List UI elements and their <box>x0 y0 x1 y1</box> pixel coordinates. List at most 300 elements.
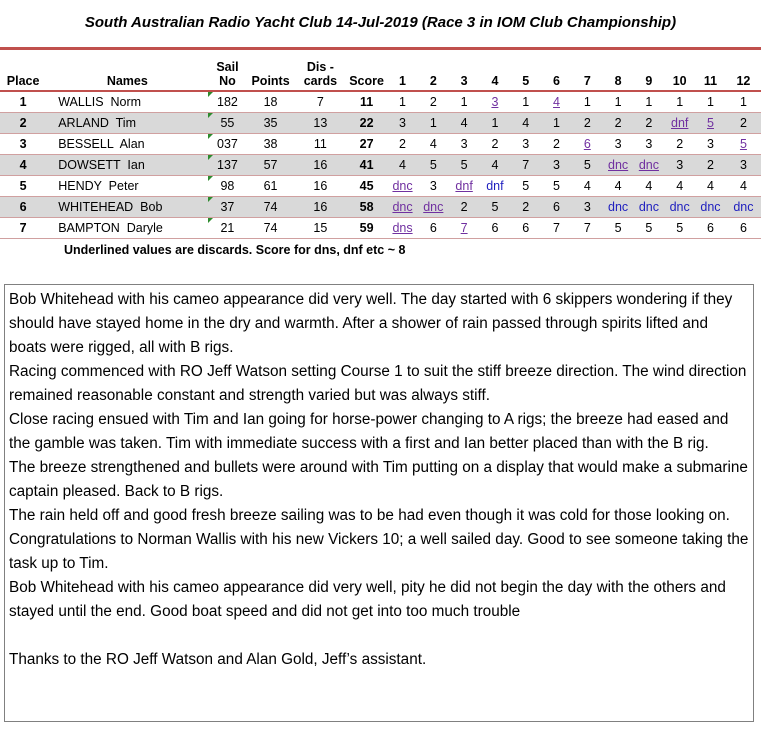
race-result-cell <box>572 113 603 134</box>
report-paragraph <box>9 624 749 648</box>
col-race-1: 1 <box>387 50 418 91</box>
race-result-cell-value: 3 <box>429 179 437 193</box>
race-result-cell-value: 2 <box>460 200 468 214</box>
race-result-cell-value: dnf <box>486 179 504 193</box>
sail-cell-value: 182 <box>217 95 238 109</box>
race-result-cell <box>603 91 634 113</box>
discards-cell-value: 16 <box>313 179 328 193</box>
col-names: Names <box>46 50 208 91</box>
race-result-cell <box>572 218 603 239</box>
results-body <box>0 91 761 239</box>
race-result-cell <box>449 197 480 218</box>
race-result-cell-value: 3 <box>676 158 684 172</box>
race-result-cell <box>695 113 726 134</box>
score-cell-value: 27 <box>359 137 374 151</box>
race-result-cell-value: 4 <box>676 179 684 193</box>
race-result-cell-value: 1 <box>614 95 622 109</box>
col-race-4: 4 <box>480 50 511 91</box>
report-paragraph: Close racing ensued with Tim and Ian going for horse-power changing to A rigs; the breeze had eased and the gamble was taken. Tim with immediate success with a first and Ian better placed than with the B rig. <box>9 411 729 452</box>
comment-marker <box>208 113 213 118</box>
race-result-cell-value: 3 <box>583 200 591 214</box>
race-result-cell-value: 4 <box>739 179 747 193</box>
col-race-8: 8 <box>603 50 634 91</box>
score-cell-value: 58 <box>359 200 374 214</box>
race-result-cell <box>695 218 726 239</box>
comment-marker <box>208 92 213 97</box>
race-result-cell <box>664 197 695 218</box>
race-result-cell-value: 5 <box>676 221 684 235</box>
col-points: Points <box>246 50 294 91</box>
col-score: Score <box>346 50 387 91</box>
race-result-cell-value: 6 <box>707 221 714 235</box>
discards-cell <box>295 113 346 134</box>
race-result-cell-value: 3 <box>707 137 714 151</box>
race-result-cell <box>510 155 541 176</box>
race-result-cell-value: dnc <box>638 158 659 172</box>
race-result-cell <box>387 197 418 218</box>
score-cell-value: 22 <box>359 116 374 130</box>
race-result-cell-value: dnc <box>392 200 413 214</box>
sail-cell-value: 21 <box>220 221 235 235</box>
score-cell-value: 59 <box>359 221 374 235</box>
sail-cell <box>208 176 246 197</box>
race-result-cell <box>510 134 541 155</box>
race-result-cell-value: dnc <box>700 200 721 214</box>
race-result-cell <box>480 134 511 155</box>
race-result-cell-value: 3 <box>553 158 560 172</box>
score-cell <box>346 197 387 218</box>
race-result-cell-value: 1 <box>491 116 499 130</box>
race-result-cell-value: 5 <box>553 179 560 193</box>
race-result-cell-value: 5 <box>645 221 653 235</box>
name-cell-value: BAMPTON Daryle <box>58 221 163 235</box>
race-result-cell <box>664 155 695 176</box>
race-result-cell-value: dnc <box>608 158 629 172</box>
race-result-cell <box>510 176 541 197</box>
report-paragraph: Congratulations to Norman Wallis with his new Vickers 10; a well sailed day. Good to see someone taking the task up to Tim. <box>9 531 749 572</box>
race-result-cell <box>603 134 634 155</box>
race-result-cell <box>387 113 418 134</box>
sail-cell <box>208 218 246 239</box>
place-cell-value: 3 <box>19 137 27 151</box>
race-result-cell-value: 5 <box>460 158 468 172</box>
score-cell <box>346 155 387 176</box>
race-result-cell <box>695 155 726 176</box>
table-row <box>0 91 761 113</box>
race-result-cell <box>664 218 695 239</box>
race-result-cell-value: 2 <box>739 116 747 130</box>
race-result-cell-value: 2 <box>429 95 437 109</box>
col-discards <box>295 50 346 91</box>
col-discards-line1: Dis - <box>306 60 334 74</box>
race-result-cell-value: 1 <box>583 95 591 109</box>
race-result-cell <box>541 113 572 134</box>
race-result-cell-value: 1 <box>399 95 406 109</box>
col-race-3: 3 <box>449 50 480 91</box>
race-result-cell <box>726 155 761 176</box>
race-result-cell <box>695 91 726 113</box>
race-result-cell <box>480 176 511 197</box>
race-result-cell <box>449 176 480 197</box>
name-cell-value: ARLAND Tim <box>58 116 136 130</box>
race-result-cell-value: 1 <box>460 95 468 109</box>
race-result-cell <box>387 91 418 113</box>
place-cell-value: 6 <box>19 200 27 214</box>
place-cell <box>0 197 46 218</box>
race-result-cell-value: 4 <box>522 116 530 130</box>
discards-cell-value: 16 <box>313 200 328 214</box>
race-result-cell-value: dnc <box>638 200 659 214</box>
discards-cell-value: 16 <box>313 158 328 172</box>
race-result-cell-value: 2 <box>522 200 530 214</box>
score-cell <box>346 134 387 155</box>
sail-cell <box>208 113 246 134</box>
points-cell-value: 74 <box>263 200 278 214</box>
sail-cell <box>208 91 246 113</box>
race-result-cell-value: 4 <box>399 158 406 172</box>
race-result-cell-value: 3 <box>399 116 406 130</box>
race-result-cell <box>510 113 541 134</box>
race-result-cell-value: 5 <box>614 221 622 235</box>
place-cell-value: 4 <box>19 158 27 172</box>
report-paragraph: Bob Whitehead with his cameo appearance did very well. The day started with 6 skippers wondering if they should have stayed home in the dry and warmth. After a shower of rain passed through spirits lifted and boats were rigged, all with B rigs. <box>9 291 733 356</box>
score-cell <box>346 91 387 113</box>
page-title: South Australian Radio Yacht Club 14-Jul-2019 (Race 3 in IOM Club Championship) <box>84 14 677 31</box>
race-result-cell-value: dnc <box>669 200 690 214</box>
race-result-cell-value: 4 <box>460 116 468 130</box>
race-result-cell-value: 2 <box>491 137 499 151</box>
race-result-cell-value: 7 <box>522 158 530 172</box>
race-result-cell <box>726 218 761 239</box>
discards-cell-value: 11 <box>313 137 327 151</box>
race-result-cell <box>418 134 449 155</box>
race-result-cell <box>634 218 665 239</box>
race-result-cell <box>634 155 665 176</box>
comment-marker <box>208 218 213 223</box>
race-result-cell <box>572 197 603 218</box>
place-cell <box>0 113 46 134</box>
points-cell <box>246 197 294 218</box>
sail-cell-value: 037 <box>217 137 238 151</box>
race-result-cell <box>510 218 541 239</box>
discards-cell <box>295 218 346 239</box>
points-cell-value: 74 <box>263 221 278 235</box>
col-place: Place <box>0 50 46 91</box>
race-result-cell <box>418 91 449 113</box>
race-result-cell <box>387 176 418 197</box>
race-result-cell-value: 5 <box>522 179 530 193</box>
race-result-cell-value: 4 <box>707 179 714 193</box>
race-result-cell-value: 3 <box>491 95 499 109</box>
race-result-cell-value: 2 <box>553 137 560 151</box>
table-row <box>0 113 761 134</box>
race-result-cell-value: 3 <box>739 158 747 172</box>
race-result-cell-value: 6 <box>739 221 747 235</box>
report-paragraph: The rain held off and good fresh breeze sailing was to be had even though it was cold for those looking on. <box>9 507 730 524</box>
col-race-11: 11 <box>695 50 726 91</box>
col-race-9: 9 <box>634 50 665 91</box>
report-paragraph: Bob Whitehead with his cameo appearance did very well, pity he did not begin the day with the others and stayed until the end. Good boat speed and did not get into too much trouble <box>9 579 726 620</box>
race-result-cell-value: 2 <box>614 116 622 130</box>
comment-marker <box>208 155 213 160</box>
table-row <box>0 176 761 197</box>
name-cell-value: WHITEHEAD Bob <box>58 200 163 214</box>
race-result-cell <box>726 113 761 134</box>
race-result-cell-value: 1 <box>739 95 747 109</box>
race-result-cell-value: 5 <box>707 116 714 130</box>
col-race-5: 5 <box>510 50 541 91</box>
col-race-10: 10 <box>664 50 695 91</box>
race-result-cell <box>726 91 761 113</box>
race-result-cell <box>541 218 572 239</box>
name-cell <box>46 218 208 239</box>
report-paragraph: The breeze strengthened and bullets were around with Tim putting on a display that would make a submarine captain pleased. Back to B rigs. <box>9 459 748 500</box>
col-race-2: 2 <box>418 50 449 91</box>
race-result-cell <box>572 155 603 176</box>
race-result-cell <box>418 155 449 176</box>
race-result-cell <box>480 218 511 239</box>
race-result-cell <box>634 197 665 218</box>
race-result-cell-value: 4 <box>553 95 560 109</box>
sail-cell <box>208 134 246 155</box>
sail-cell-value: 98 <box>220 179 235 193</box>
race-result-cell <box>387 155 418 176</box>
race-result-cell-value: 4 <box>429 137 437 151</box>
race-result-cell-value: dnc <box>392 179 413 193</box>
race-result-cell-value: 4 <box>645 179 653 193</box>
race-result-cell <box>664 91 695 113</box>
race-result-cell <box>387 218 418 239</box>
name-cell-value: WALLIS Norm <box>58 95 142 109</box>
col-race-6: 6 <box>541 50 572 91</box>
name-cell-value: BESSELL Alan <box>58 137 145 151</box>
score-cell <box>346 176 387 197</box>
race-result-cell <box>449 91 480 113</box>
table-row <box>0 218 761 239</box>
race-result-cell-value: 3 <box>614 137 622 151</box>
race-result-cell <box>541 155 572 176</box>
race-result-cell <box>572 176 603 197</box>
sail-cell <box>208 197 246 218</box>
race-result-cell-value: 1 <box>522 95 530 109</box>
race-result-cell-value: 5 <box>429 158 437 172</box>
race-result-cell <box>603 155 634 176</box>
place-cell <box>0 176 46 197</box>
race-result-cell <box>541 134 572 155</box>
race-result-cell-value: 1 <box>553 116 560 130</box>
table-row <box>0 155 761 176</box>
place-cell-value: 2 <box>19 116 27 130</box>
table-row <box>0 197 761 218</box>
score-cell-value: 45 <box>359 179 374 193</box>
race-result-cell-value: 6 <box>583 137 591 151</box>
col-sail <box>208 50 246 91</box>
race-result-cell <box>634 176 665 197</box>
race-result-cell <box>572 91 603 113</box>
race-result-cell-value: 7 <box>583 221 591 235</box>
discards-cell <box>295 91 346 113</box>
race-result-cell <box>603 176 634 197</box>
race-result-cell <box>634 113 665 134</box>
col-sail-line1: Sail <box>216 60 239 74</box>
race-result-cell-value: dnf <box>455 179 473 193</box>
race-result-cell <box>695 134 726 155</box>
sail-cell <box>208 155 246 176</box>
race-result-cell <box>418 218 449 239</box>
race-result-cell <box>480 155 511 176</box>
race-result-cell-value: 2 <box>707 158 714 172</box>
points-cell-value: 61 <box>263 179 278 193</box>
race-result-cell <box>418 197 449 218</box>
race-result-cell-value: 6 <box>522 221 530 235</box>
points-cell-value: 35 <box>263 116 278 130</box>
race-result-cell <box>480 91 511 113</box>
sail-cell-value: 55 <box>220 116 235 130</box>
place-cell <box>0 218 46 239</box>
comment-marker <box>208 134 213 139</box>
discards-cell <box>295 197 346 218</box>
place-cell <box>0 134 46 155</box>
score-cell <box>346 218 387 239</box>
name-cell <box>46 134 208 155</box>
race-result-cell <box>726 134 761 155</box>
race-result-cell-value: dnf <box>671 116 689 130</box>
place-cell <box>0 155 46 176</box>
discards-cell <box>295 134 346 155</box>
race-result-cell-value: dnc <box>608 200 629 214</box>
discards-cell <box>295 155 346 176</box>
discard-footnote: Underlined values are discards. Score for dns, dnf etc ~ 8 <box>64 243 406 257</box>
race-result-cell <box>664 176 695 197</box>
name-cell-value: DOWSETT Ian <box>58 158 145 172</box>
race-result-cell-value: 5 <box>739 137 747 151</box>
race-result-cell-value: 1 <box>707 95 714 109</box>
col-race-12: 12 <box>726 50 761 91</box>
place-cell <box>0 91 46 113</box>
race-result-cell <box>449 134 480 155</box>
name-cell <box>46 155 208 176</box>
race-result-cell <box>387 134 418 155</box>
race-result-cell-value: 4 <box>583 179 591 193</box>
race-result-cell-value: 5 <box>583 158 591 172</box>
name-cell <box>46 176 208 197</box>
race-result-cell <box>603 218 634 239</box>
race-result-cell-value: 3 <box>522 137 530 151</box>
race-result-cell-value: 7 <box>460 221 468 235</box>
name-cell-value: HENDY Peter <box>58 179 139 193</box>
score-cell-value: 11 <box>359 95 374 109</box>
race-result-cell-value: dnc <box>733 200 754 214</box>
race-result-cell-value: 1 <box>429 116 437 130</box>
report-paragraph: Thanks to the RO Jeff Watson and Alan Gold, Jeff’s assistant. <box>9 651 427 668</box>
points-cell <box>246 113 294 134</box>
race-result-cell <box>418 176 449 197</box>
race-result-cell <box>449 155 480 176</box>
discards-cell-value: 7 <box>316 95 324 109</box>
sail-cell-value: 137 <box>217 158 238 172</box>
race-result-cell <box>480 113 511 134</box>
place-cell-value: 5 <box>19 179 27 193</box>
race-result-cell-value: 2 <box>399 137 406 151</box>
place-cell-value: 7 <box>19 221 27 235</box>
points-cell <box>246 134 294 155</box>
race-result-cell <box>541 176 572 197</box>
results-table <box>0 50 761 239</box>
discards-cell-value: 13 <box>313 116 328 130</box>
race-result-cell <box>603 113 634 134</box>
name-cell <box>46 91 208 113</box>
race-result-cell-value: 3 <box>645 137 653 151</box>
discards-cell <box>295 176 346 197</box>
race-result-cell-value: 2 <box>676 137 684 151</box>
comment-marker <box>208 176 213 181</box>
race-result-cell <box>664 113 695 134</box>
table-header-row <box>0 50 761 91</box>
race-result-cell <box>449 113 480 134</box>
report-paragraph: Racing commenced with RO Jeff Watson setting Course 1 to suit the stiff breeze direction. The wind direction remained reasonable constant and strength varied but was always stiff. <box>9 363 747 404</box>
race-result-cell-value: 2 <box>583 116 591 130</box>
race-result-cell <box>726 176 761 197</box>
race-result-cell-value: 6 <box>491 221 499 235</box>
col-sail-line2: No <box>219 74 236 88</box>
race-result-cell <box>510 91 541 113</box>
score-cell <box>346 113 387 134</box>
race-result-cell <box>480 197 511 218</box>
points-cell-value: 18 <box>263 95 278 109</box>
race-result-cell-value: dnc <box>423 200 444 214</box>
race-result-cell <box>541 91 572 113</box>
race-result-cell-value: 5 <box>491 200 499 214</box>
race-result-cell-value: 4 <box>491 158 499 172</box>
race-result-cell <box>634 134 665 155</box>
race-result-cell-value: dns <box>392 221 413 235</box>
score-cell-value: 41 <box>359 158 374 172</box>
race-result-cell-value: 2 <box>645 116 653 130</box>
race-result-cell <box>510 197 541 218</box>
sail-cell-value: 37 <box>220 200 235 214</box>
points-cell <box>246 176 294 197</box>
race-result-cell-value: 6 <box>553 200 560 214</box>
race-result-cell <box>695 176 726 197</box>
points-cell <box>246 155 294 176</box>
comment-marker <box>208 197 213 202</box>
race-result-cell <box>449 218 480 239</box>
col-discards-line2: cards <box>303 74 338 88</box>
race-result-cell <box>572 134 603 155</box>
table-row <box>0 134 761 155</box>
points-cell <box>246 218 294 239</box>
points-cell-value: 57 <box>263 158 278 172</box>
race-result-cell-value: 1 <box>676 95 684 109</box>
race-result-cell <box>603 197 634 218</box>
race-result-cell-value: 7 <box>553 221 560 235</box>
race-result-cell <box>634 91 665 113</box>
points-cell <box>246 91 294 113</box>
race-result-cell-value: 3 <box>460 137 468 151</box>
place-cell-value: 1 <box>19 95 27 109</box>
name-cell <box>46 197 208 218</box>
race-result-cell-value: 1 <box>645 95 653 109</box>
race-result-cell-value: 4 <box>614 179 622 193</box>
race-result-cell <box>541 197 572 218</box>
points-cell-value: 38 <box>263 137 278 151</box>
discards-cell-value: 15 <box>313 221 328 235</box>
race-result-cell <box>726 197 761 218</box>
race-result-cell <box>418 113 449 134</box>
race-report <box>4 284 754 722</box>
race-result-cell <box>664 134 695 155</box>
name-cell <box>46 113 208 134</box>
